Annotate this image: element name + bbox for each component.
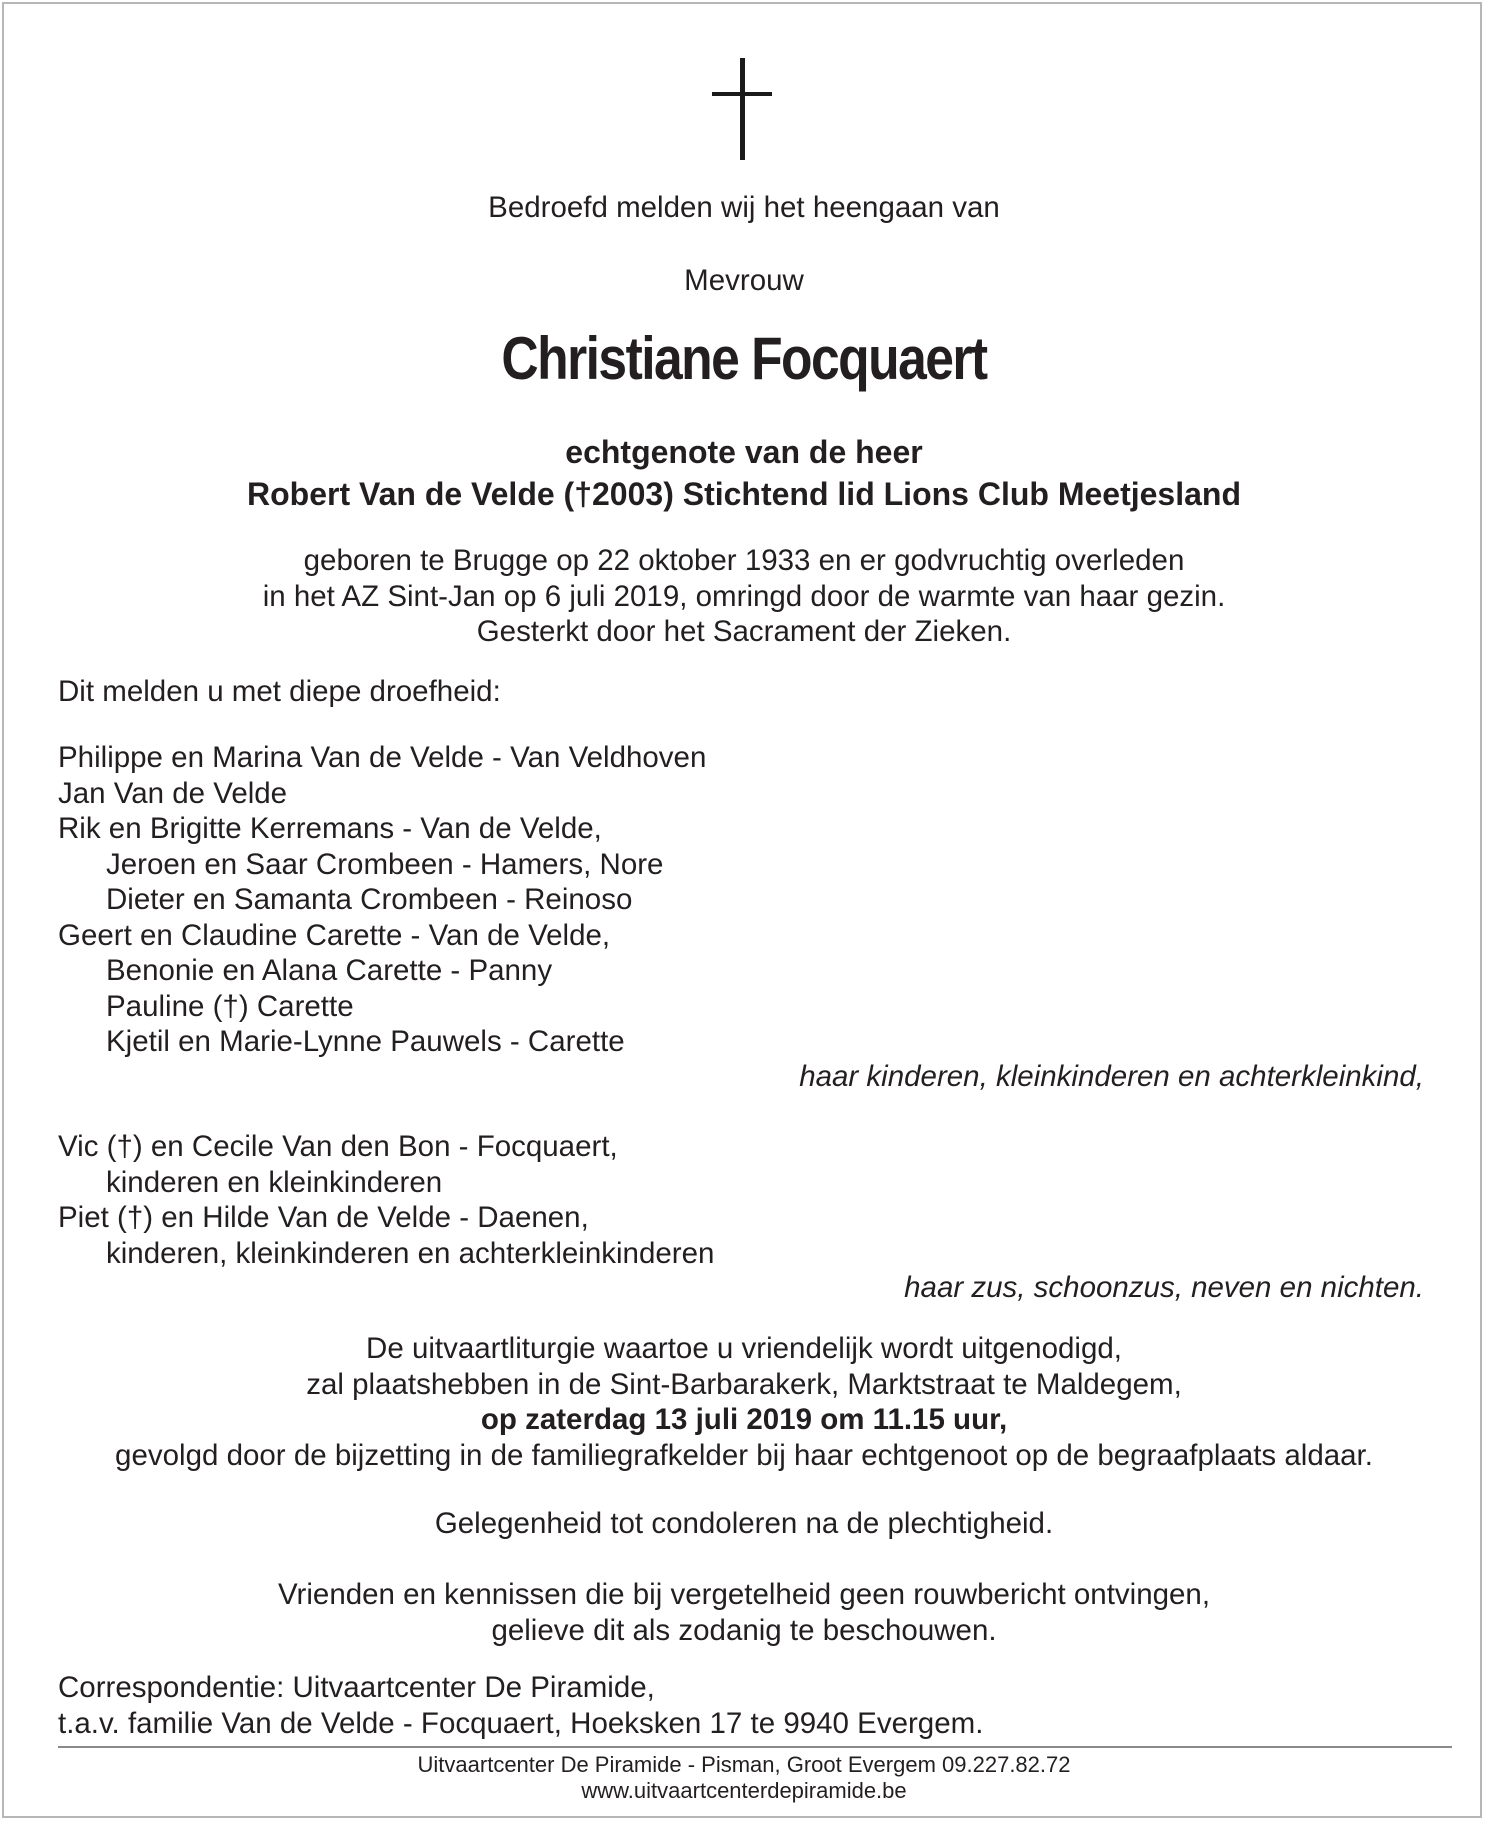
cross-icon (712, 58, 772, 160)
correspondence-line: Correspondentie: Uitvaartcenter De Piramide, (58, 1671, 655, 1704)
funeral-block (0, 1331, 1488, 1473)
birth-line: geboren te Brugge op 22 oktober 1933 en er godvruchtig overleden (303, 544, 1185, 577)
footer-divider (58, 1746, 1452, 1748)
spouse-line-2: Robert Van de Velde (†2003) Stichtend lid Lions Club Meetjesland (247, 476, 1241, 512)
friends-line: Vrienden en kennissen die bij vergetelheid geen rouwbericht ontvingen, (277, 1578, 1211, 1611)
condolences-text: Gelegenheid tot condoleren na de plechtigheid. (434, 1507, 1054, 1540)
honorific: Mevrouw (684, 264, 804, 297)
family-line: Piet (†) en Hilde Van de Velde - Daenen, (58, 1201, 589, 1234)
intro-text: Bedroefd melden wij het heengaan van (488, 191, 1000, 224)
friends-line: gelieve dit als zodanig te beschouwen. (491, 1613, 997, 1647)
family-line: Rik en Brigitte Kerremans - Van de Velde, (58, 812, 602, 845)
announce-text: Dit melden u met diepe droefheid: (58, 675, 501, 708)
family-list-children (58, 740, 706, 1060)
relation-siblings: haar zus, schoonzus, neven en nichten. (904, 1271, 1424, 1304)
spouse-line-1: echtgenote van de heer (565, 434, 923, 470)
family-line: Geert en Claudine Carette - Van de Velde, (58, 918, 611, 952)
family-line: Dieter en Samanta Crombeen - Reinoso (106, 883, 633, 916)
funeral-date: op zaterdag 13 juli 2019 om 11.15 uur, (480, 1403, 1008, 1436)
correspondence-block (58, 1670, 983, 1741)
family-line: kinderen, kleinkinderen en achterkleinkinderen (106, 1236, 715, 1270)
funeral-line: gevolgd door de bijzetting in de familiegrafkelder bij haar echtgenoot op de begraafplaats aldaar. (115, 1438, 1373, 1472)
family-list-siblings (58, 1129, 714, 1271)
family-line: Jeroen en Saar Crombeen - Hamers, Nore (106, 847, 664, 881)
correspondence-line: t.a.v. familie Van de Velde - Focquaert, Hoeksken 17 te 9940 Evergem. (58, 1706, 984, 1740)
family-line: Benonie en Alana Carette - Panny (106, 954, 553, 987)
footer (0, 1752, 1488, 1803)
footer-line-1: Uitvaartcenter De Piramide - Pisman, Groot Evergem 09.227.82.72 (417, 1752, 1071, 1777)
family-line: Kjetil en Marie-Lynne Pauwels - Carette (106, 1025, 625, 1058)
footer-website-link[interactable]: www.uitvaartcenterdepiramide.be (581, 1777, 907, 1803)
family-line: Jan Van de Velde (58, 776, 288, 810)
family-line: Pauline (†) Carette (106, 989, 354, 1023)
birth-line: in het AZ Sint-Jan op 6 juli 2019, omringd door de warmte van haar gezin. (262, 579, 1226, 613)
family-line: Philippe en Marina Van de Velde - Van Veldhoven (58, 741, 707, 774)
funeral-line: zal plaatshebben in de Sint-Barbarakerk, Marktstraat te Maldegem, (306, 1367, 1182, 1401)
friends-block (0, 1577, 1488, 1648)
birth-block (0, 543, 1488, 650)
relation-children: haar kinderen, kleinkinderen en achterkleinkind, (799, 1060, 1424, 1093)
birth-line: Gesterkt door het Sacrament der Zieken. (476, 615, 1012, 648)
deceased-name: Christiane Focquaert (501, 325, 987, 392)
family-line: Vic (†) en Cecile Van den Bon - Focquaert, (58, 1130, 618, 1163)
spouse-block (0, 431, 1488, 515)
funeral-line: De uitvaartliturgie waartoe u vriendelijk wordt uitgenodigd, (366, 1332, 1122, 1365)
family-line: kinderen en kleinkinderen (106, 1165, 443, 1199)
